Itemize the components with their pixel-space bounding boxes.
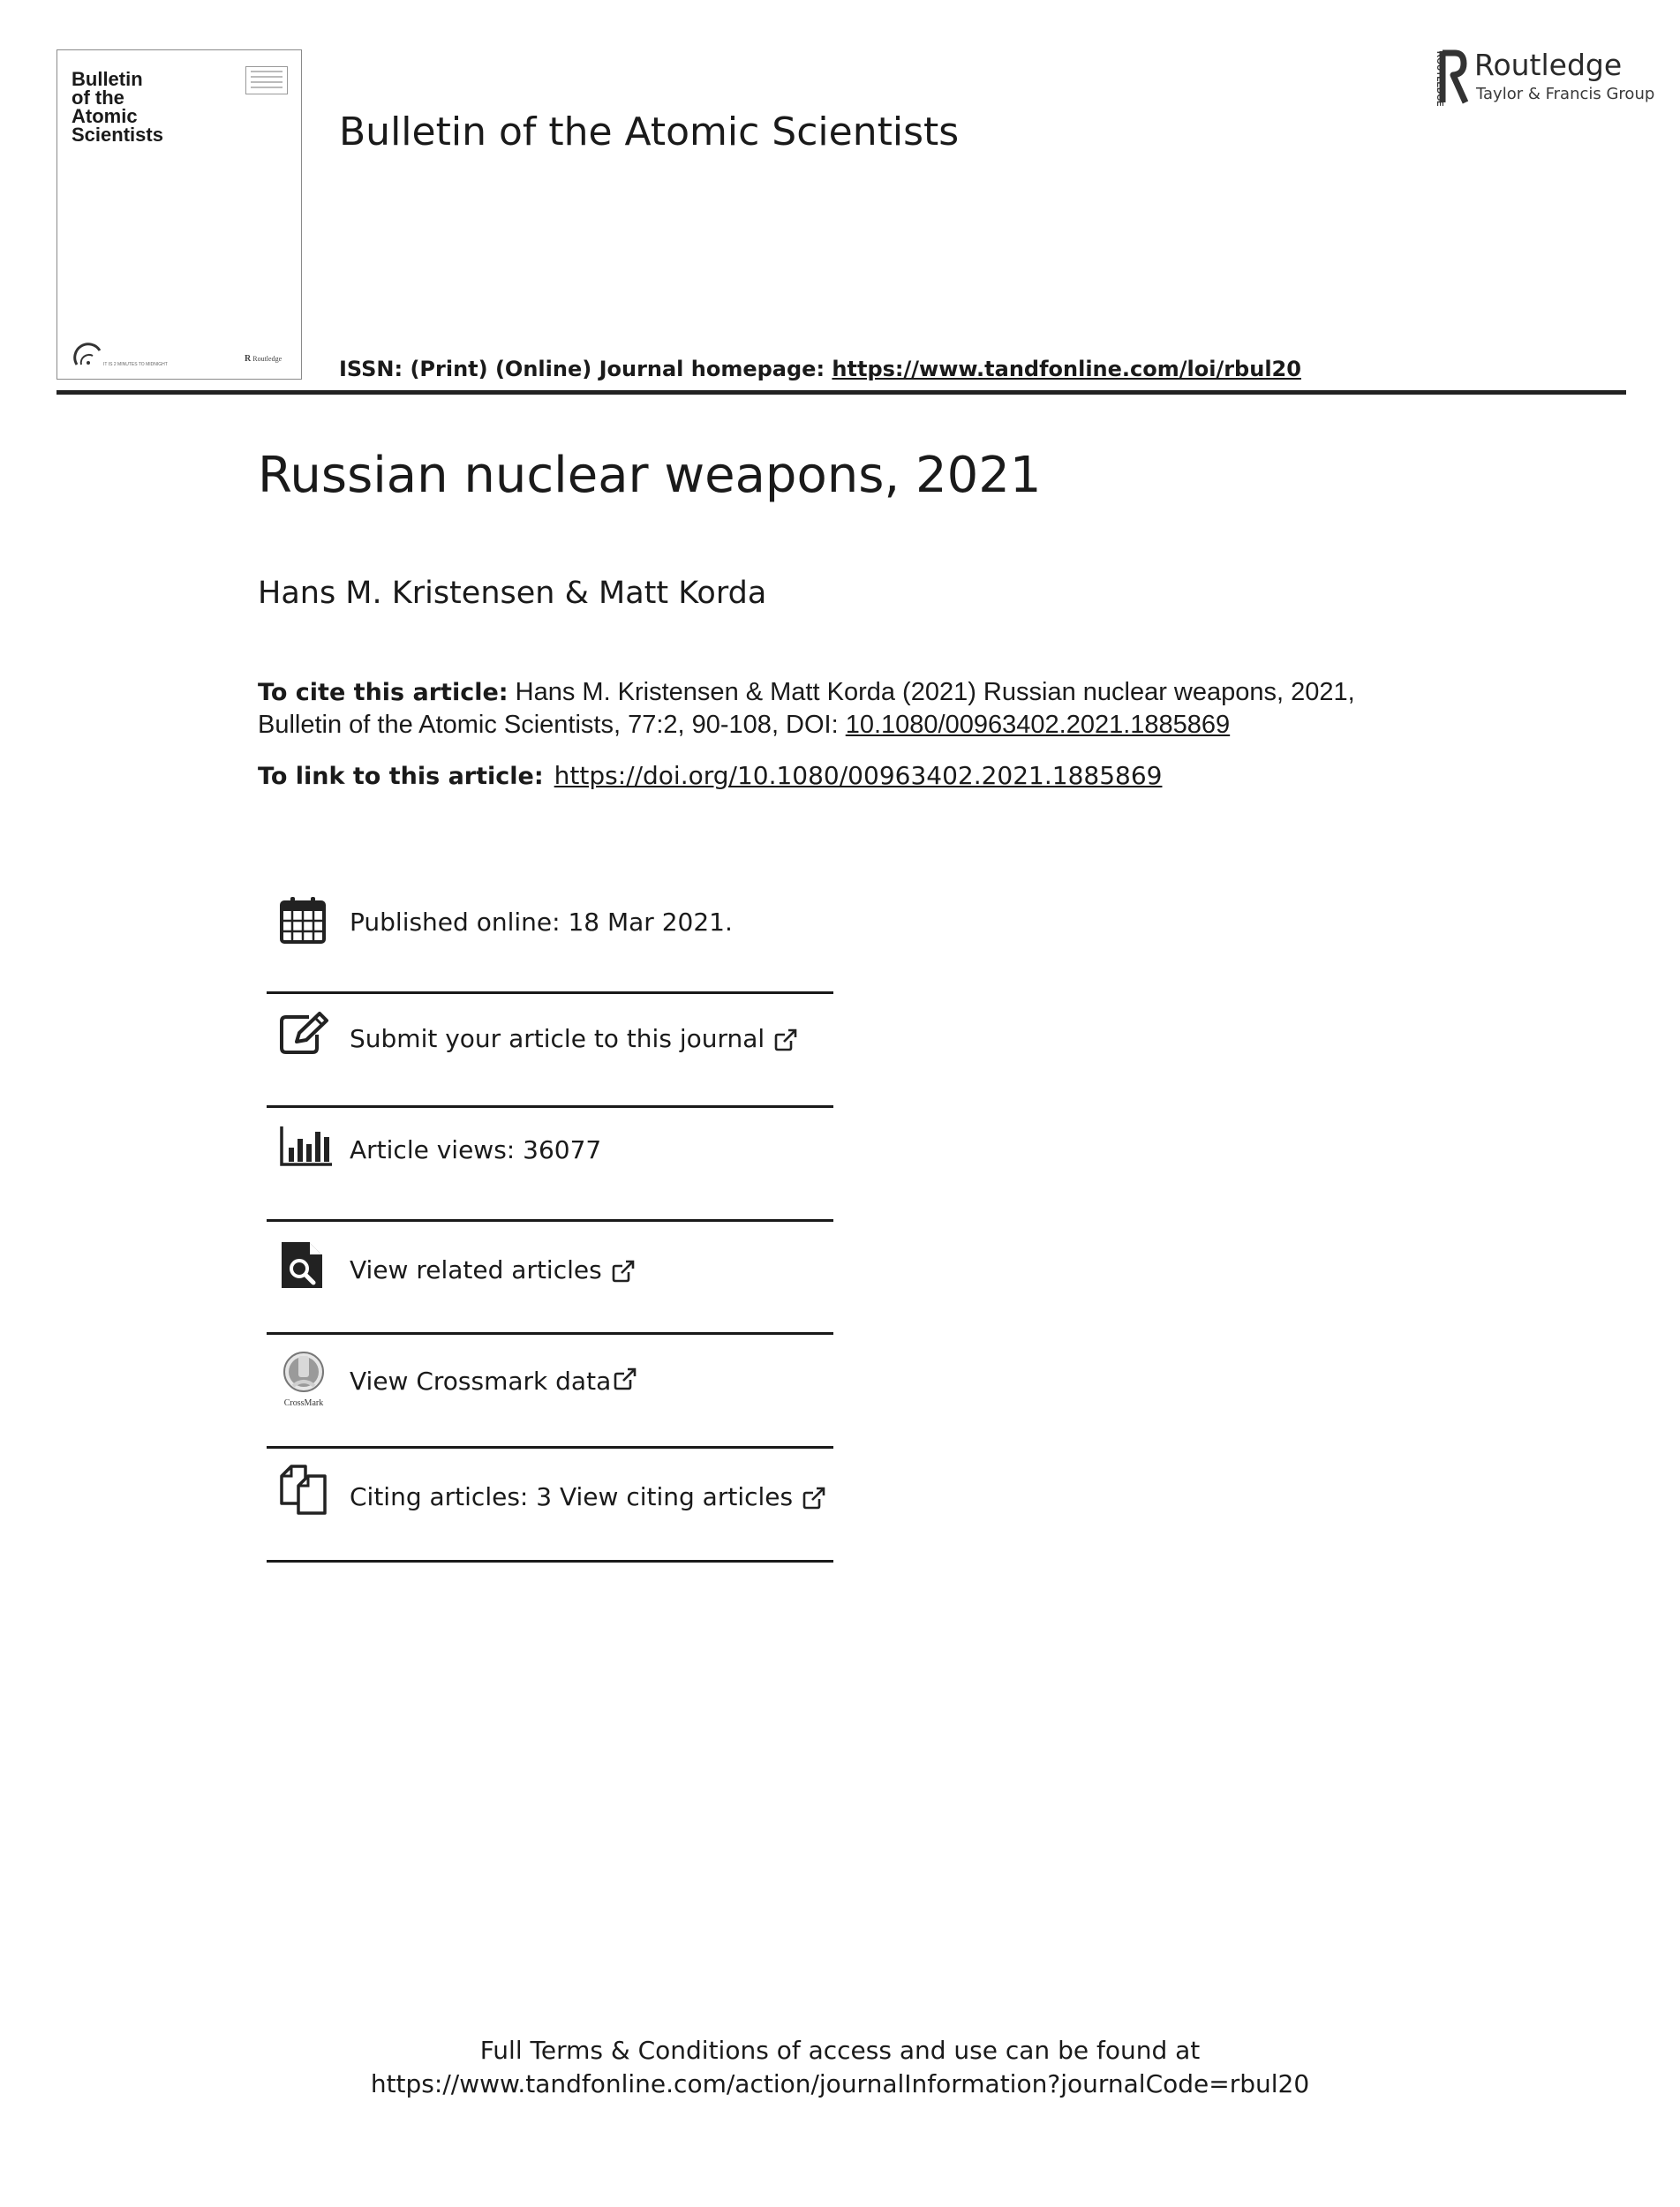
crossmark-link[interactable]	[350, 1367, 637, 1396]
published-online-row	[267, 893, 833, 1006]
article-authors: Hans M. Kristensen & Matt Korda	[258, 576, 767, 611]
cite-text: Hans M. Kristensen & Matt Korda (2021) Russian nuclear weapons, 2021, Bulletin of the Atomic Scientists, 77:2, 90-108, DOI:	[258, 678, 1355, 739]
svg-text:ROUTLEDGE: ROUTLEDGE	[1435, 51, 1444, 106]
external-link-icon	[613, 1367, 637, 1391]
issn-line	[339, 357, 1301, 381]
row-divider	[267, 1560, 833, 1563]
footer-terms-link[interactable]: https://www.tandfonline.com/action/journalInformation?journalCode=rbul20	[370, 2069, 1310, 2098]
row-divider	[267, 1332, 833, 1335]
cover-tagline: IT IS 2 MINUTES TO MIDNIGHT	[103, 362, 168, 367]
citing-articles-link[interactable]	[350, 1482, 826, 1511]
document-search-icon	[279, 1239, 325, 1291]
crossmark-row[interactable]	[267, 1349, 833, 1462]
cite-label: To cite this article:	[258, 679, 509, 706]
submit-article-link[interactable]	[350, 1024, 798, 1053]
header-divider	[57, 390, 1626, 395]
article-doi-link[interactable]: https://doi.org/10.1080/00963402.2021.1885869	[554, 761, 1163, 790]
citing-articles-row[interactable]	[267, 1463, 833, 1576]
publisher-logo[interactable]	[1428, 48, 1655, 109]
article-link-block	[258, 761, 1162, 790]
routledge-logo-icon	[1428, 48, 1471, 106]
issn-text: ISSN: (Print) (Online) Journal homepage:	[339, 357, 832, 381]
published-online-label: Published online: 18 Mar 2021.	[350, 908, 733, 937]
crossmark-icon	[277, 1351, 330, 1409]
cover-volume-box	[245, 66, 288, 94]
row-divider	[267, 1105, 833, 1108]
external-link-icon	[611, 1259, 636, 1284]
row-divider	[267, 1446, 833, 1449]
citing-articles-label: Citing articles: 3 View citing articles	[350, 1482, 794, 1511]
submit-article-label: Submit your article to this journal	[350, 1024, 765, 1053]
link-label: To link to this article:	[258, 763, 544, 790]
journal-homepage-link[interactable]: https://www.tandfonline.com/loi/rbul20	[832, 357, 1301, 381]
doomsday-clock-icon	[73, 338, 103, 368]
external-link-icon	[802, 1486, 826, 1510]
row-divider	[267, 991, 833, 994]
cite-doi-link[interactable]: 10.1080/00963402.2021.1885869	[845, 711, 1231, 739]
citation-block	[258, 676, 1423, 742]
terms-footer	[0, 2034, 1680, 2101]
related-articles-label: View related articles	[350, 1255, 602, 1284]
row-divider	[267, 1219, 833, 1222]
cover-title: Bulletin of the Atomic Scientists	[72, 68, 163, 146]
publisher-group: Taylor & Francis Group	[1476, 85, 1655, 103]
article-title: Russian nuclear weapons, 2021	[258, 447, 1042, 504]
publisher-name: Routledge	[1474, 48, 1623, 82]
svg-text:CrossMark: CrossMark	[283, 1398, 324, 1408]
external-link-icon	[773, 1028, 798, 1052]
submit-article-row[interactable]	[267, 1008, 833, 1121]
journal-title: Bulletin of the Atomic Scientists	[339, 109, 960, 154]
calendar-icon	[279, 895, 327, 945]
journal-cover-thumbnail[interactable]	[57, 49, 302, 380]
cover-publisher: R Routledge	[245, 354, 283, 364]
related-articles-link[interactable]	[350, 1255, 636, 1284]
footer-terms-text: Full Terms & Conditions of access and use can be found at	[479, 2036, 1201, 2065]
article-views-label: Article views: 36077	[350, 1135, 602, 1164]
bar-chart-icon	[279, 1125, 334, 1167]
citing-articles-icon	[279, 1465, 328, 1516]
edit-icon	[279, 1012, 330, 1056]
crossmark-label: View Crossmark data	[350, 1367, 612, 1396]
